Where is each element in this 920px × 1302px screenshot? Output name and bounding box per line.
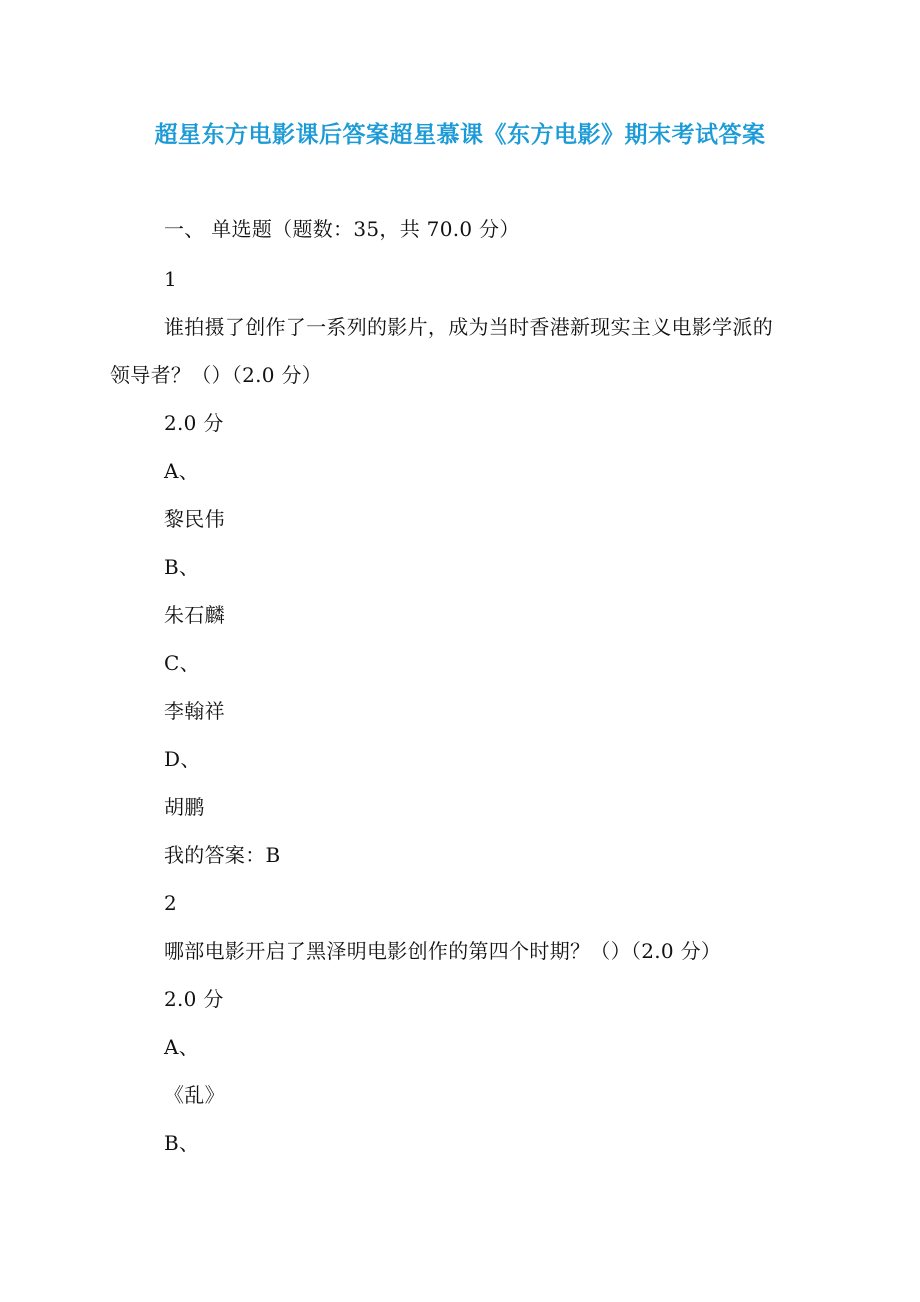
section-heading: 一、 单选题（题数：35，共 70.0 分） [164, 217, 520, 241]
option-label: A、 [164, 459, 200, 483]
option-text: 朱石麟 [164, 603, 225, 627]
question-text: 谁拍摄了创作了一系列的影片，成为当时香港新现实主义电影学派的 [164, 315, 773, 339]
question-text-continued: 领导者？（）（2.0 分） [110, 363, 323, 387]
document-title: 超星东方电影课后答案超星慕课《东方电影》期末考试答案 [154, 121, 766, 148]
option-label: D、 [164, 747, 201, 771]
my-answer: 我的答案：B [164, 843, 281, 867]
option-text: 李翰祥 [164, 699, 225, 723]
question-number: 1 [164, 267, 178, 291]
option-text: 《乱》 [164, 1083, 225, 1107]
option-label: B、 [164, 555, 200, 579]
option-text: 胡鹏 [164, 795, 205, 819]
option-text: 黎民伟 [164, 507, 225, 531]
question-score: 2.0 分 [164, 987, 224, 1011]
option-label: B、 [164, 1131, 200, 1155]
question-text: 哪部电影开启了黑泽明电影创作的第四个时期？（）（2.0 分） [164, 939, 722, 963]
option-label: C、 [164, 651, 200, 675]
question-score: 2.0 分 [164, 411, 224, 435]
question-number: 2 [164, 891, 178, 915]
option-label: A、 [164, 1035, 200, 1059]
